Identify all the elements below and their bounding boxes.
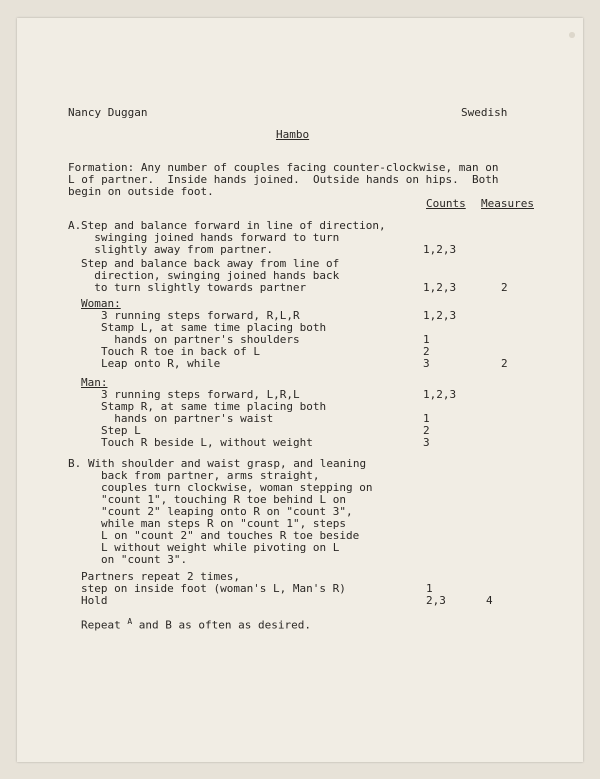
instruction-text: Step and balance forward in line of direction, xyxy=(81,219,386,232)
man-heading: Man: xyxy=(81,376,108,389)
counts-cell: 2 xyxy=(423,345,430,358)
instruction-text: direction, swinging joined hands back xyxy=(81,269,340,282)
counts-cell: 1 xyxy=(426,582,433,595)
punch-hole xyxy=(569,32,575,38)
section-b-line: "count 2" leaping onto R on "count 3", xyxy=(101,505,353,518)
instruction-text: Hold xyxy=(81,594,108,607)
instruction-text: Touch R beside L, without weight xyxy=(101,436,313,449)
instruction-text: to turn slightly towards partner xyxy=(81,281,307,294)
measures-cell: 4 xyxy=(486,594,493,607)
formation-line: Formation: Any number of couples facing counter-clockwise, man on xyxy=(68,161,499,174)
counts-cell: 2 xyxy=(423,424,430,437)
instruction-text: Stamp L, at same time placing both xyxy=(101,321,327,334)
instruction-text: Step and balance back away from line of xyxy=(81,257,340,270)
counts-cell: 1,2,3 xyxy=(423,388,457,401)
section-b-line: "count 1", touching R toe behind L on xyxy=(101,493,347,506)
counts-cell: 1,2,3 xyxy=(423,281,457,294)
instruction-text: 3 running steps forward, R,L,R xyxy=(101,309,300,322)
section-b-line: while man steps R on "count 1", steps xyxy=(101,517,347,530)
counts-cell: 2,3 xyxy=(426,594,446,607)
instruction-text: swinging joined hands forward to turn xyxy=(81,231,340,244)
counts-cell: 1 xyxy=(423,412,430,425)
section-b-line: couples turn clockwise, woman stepping on xyxy=(101,481,373,494)
section-b-line: back from partner, arms straight, xyxy=(101,469,320,482)
section-b-line: L without weight while pivoting on L xyxy=(101,541,340,554)
section-marker: B. xyxy=(68,457,82,470)
woman-heading: Woman: xyxy=(81,297,121,310)
counts-cell: 1 xyxy=(423,333,430,346)
measures-header: Measures xyxy=(481,197,534,210)
instruction-text: Partners repeat 2 times, xyxy=(81,570,240,583)
instruction-text: Touch R toe in back of L xyxy=(101,345,260,358)
formation-line: L of partner. Inside hands joined. Outside hands on hips. Both xyxy=(68,173,499,186)
formation-line: begin on outside foot. xyxy=(68,185,214,198)
dance-origin: Swedish xyxy=(461,106,508,119)
repeat-mid: and B as often as desired. xyxy=(132,618,311,632)
section-b-line: on "count 3". xyxy=(101,553,188,566)
measures-cell: 2 xyxy=(501,357,508,370)
repeat-pre: Repeat xyxy=(81,618,128,632)
instruction-text: hands on partner's shoulders xyxy=(101,333,300,346)
instruction-text: 3 running steps forward, L,R,L xyxy=(101,388,300,401)
instruction-text: step on inside foot (woman's L, Man's R) xyxy=(81,582,346,595)
instruction-text: hands on partner's waist xyxy=(101,412,274,425)
instruction-text: Leap onto R, while xyxy=(101,357,221,370)
instruction-text: Step L xyxy=(101,424,141,437)
measures-cell: 2 xyxy=(501,281,508,294)
instruction-text: Stamp R, at same time placing both xyxy=(101,400,327,413)
instruction-text: slightly away from partner. xyxy=(81,243,274,256)
counts-header: Counts xyxy=(426,197,466,210)
section-b-line: L on "count 2" and touches R toe beside xyxy=(101,529,360,542)
repeat-instruction xyxy=(81,616,311,632)
section-marker: A. xyxy=(68,219,82,232)
counts-cell: 3 xyxy=(423,357,430,370)
counts-cell: 1,2,3 xyxy=(423,309,457,322)
page-title: Hambo xyxy=(276,128,310,141)
repeat-a: A xyxy=(127,617,133,626)
section-b-line: With shoulder and waist grasp, and leaning xyxy=(88,457,367,470)
counts-cell: 3 xyxy=(423,436,430,449)
counts-cell: 1,2,3 xyxy=(423,243,457,256)
author-name: Nancy Duggan xyxy=(68,106,148,119)
